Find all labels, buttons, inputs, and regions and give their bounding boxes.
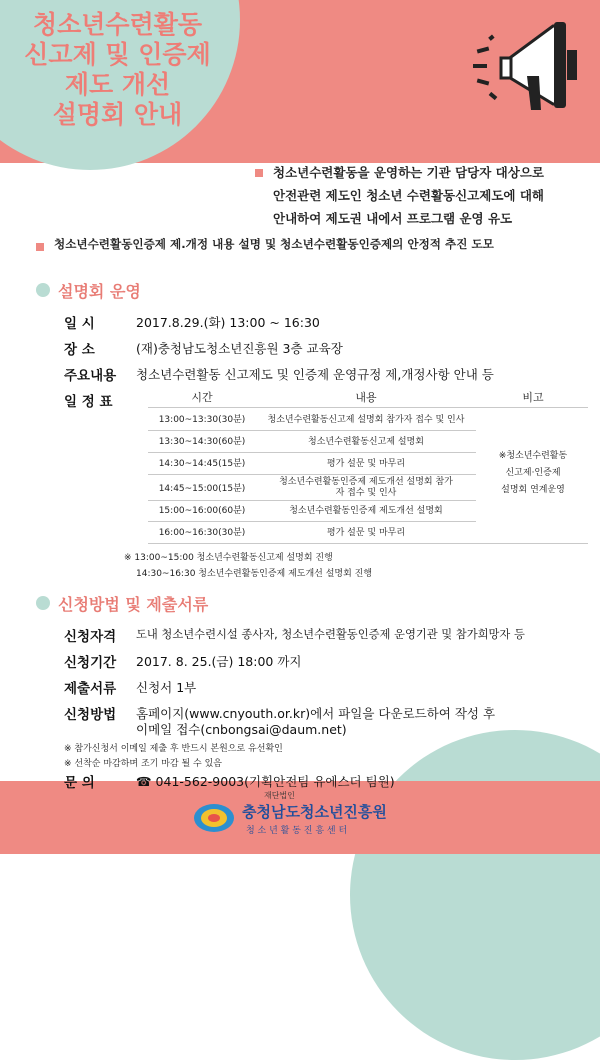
intro-line-4: 청소년수련활동인증제 제.개정 내용 설명 및 청소년수련활동인증제의 안정적 추진 도모	[54, 237, 494, 251]
remark-line-3: 설명회 연계운영	[501, 485, 565, 495]
table-cell-content: 평가 설문 및 마무리	[326, 528, 406, 538]
documents-value: 신청서 1부	[136, 680, 197, 695]
application-note-2: ※ 선착순 마감하며 조기 마감 될 수 있음	[64, 759, 222, 769]
title-line-3: 제도 개선	[64, 70, 171, 99]
table-divider	[148, 543, 588, 544]
table-header-remark: 비고	[522, 391, 544, 404]
table-divider	[148, 430, 476, 431]
table-cell-content: 평가 설문 및 마무리	[326, 459, 406, 469]
title-line-4: 설명회 안내	[52, 100, 183, 129]
intro-line-3: 안내하여 제도권 내에서 프로그램 운영 유도	[273, 211, 513, 226]
period-value: 2017. 8. 25.(금) 18:00 까지	[136, 654, 302, 669]
table-cell-content: 청소년수련활동신고제 설명회 참가자 접수 및 인사	[267, 415, 465, 425]
table-cell-time: 13:00~13:30(30분)	[158, 415, 246, 425]
title-line-2: 신고제 및 인증제	[24, 40, 211, 69]
table-cell-time: 13:30~14:30(60분)	[158, 437, 246, 447]
remark-line-1: ※청소년수련활동	[498, 451, 568, 461]
bullet-square	[255, 169, 263, 177]
period-label: 신청기간	[64, 655, 117, 671]
intro-line-1: 청소년수련활동을 운영하는 기관 담당자 대상으로	[273, 165, 544, 180]
contact-value: ☎ 041-562-9003(기획안전팀 유에스더 팀원)	[136, 774, 395, 789]
method-label: 신청방법	[64, 707, 117, 723]
date-value: 2017.8.29.(화) 13:00 ~ 16:30	[136, 315, 320, 330]
org-name: 충청남도청소년진흥원	[242, 803, 387, 821]
table-cell-time: 14:45~15:00(15분)	[158, 484, 246, 494]
table-cell-time: 15:00~16:00(60분)	[158, 506, 246, 516]
table-cell-time: 14:30~14:45(15분)	[158, 459, 246, 469]
table-divider	[148, 474, 476, 475]
logo-emblem-icon	[192, 802, 236, 834]
table-cell-content: 청소년수련활동신고제 설명회	[308, 437, 424, 447]
date-label: 일 시	[64, 316, 95, 332]
schedule-note-1: ※ 13:00~15:00 청소년수련활동신고제 설명회 진행	[124, 553, 333, 563]
schedule-label: 일 정 표	[64, 394, 113, 410]
intro-line-2: 안전관련 제도인 청소년 수련활동신고제도에 대해	[273, 188, 544, 203]
table-divider	[148, 500, 476, 501]
table-divider	[148, 521, 476, 522]
section-dot	[36, 596, 50, 610]
org-prefix: 재단법인	[264, 791, 295, 800]
section-dot	[36, 283, 50, 297]
bullet-square	[36, 243, 44, 251]
title-line-1: 청소년수련활동	[32, 10, 203, 39]
remark-line-2: 신고제·인증제	[505, 468, 561, 478]
table-cell-time: 16:00~16:30(30분)	[158, 528, 246, 538]
content-value: 청소년수련활동 신고제도 및 인증제 운영규정 제,개정사항 안내 등	[136, 367, 494, 382]
table-cell-content: 청소년수련활동인증제 제도개선 설명회 참가자 접수 및 인사	[279, 477, 453, 498]
table-divider	[148, 407, 588, 408]
place-value: (재)충청남도청소년진흥원 3층 교육장	[136, 341, 343, 356]
section-title-operation: 설명회 운영	[58, 282, 141, 301]
documents-label: 제출서류	[64, 681, 117, 697]
method-value-line-2: 이메일 접수(cnbongsai@daum.net)	[136, 722, 347, 737]
qualification-value: 도내 청소년수련시설 종사자, 청소년수련활동인증제 운영기관 및 참가희망자 등	[136, 628, 525, 641]
table-divider	[148, 452, 476, 453]
application-note-1: ※ 참가신청서 이메일 제출 후 반드시 본원으로 유선확인	[64, 744, 283, 754]
method-value-line-1: 홈페이지(www.cnyouth.or.kr)에서 파일을 다운로드하여 작성 후	[136, 706, 496, 721]
table-header-content: 내용	[355, 391, 377, 404]
contact-label: 문 의	[64, 775, 95, 791]
megaphone-icon	[455, 18, 600, 118]
org-logo	[190, 790, 410, 842]
schedule-note-2: 14:30~16:30 청소년수련활동인증제 제도개선 설명회 진행	[136, 569, 373, 579]
org-sub: 청 소 년 활 동 진 흥 센 터	[246, 826, 348, 836]
table-header-time: 시간	[191, 391, 213, 404]
place-label: 장 소	[64, 342, 95, 358]
table-cell-content: 청소년수련활동인증제 제도개선 설명회	[289, 506, 443, 516]
qualification-label: 신청자격	[64, 629, 117, 645]
section-title-application: 신청방법 및 제출서류	[58, 595, 209, 614]
content-label: 주요내용	[64, 368, 117, 384]
